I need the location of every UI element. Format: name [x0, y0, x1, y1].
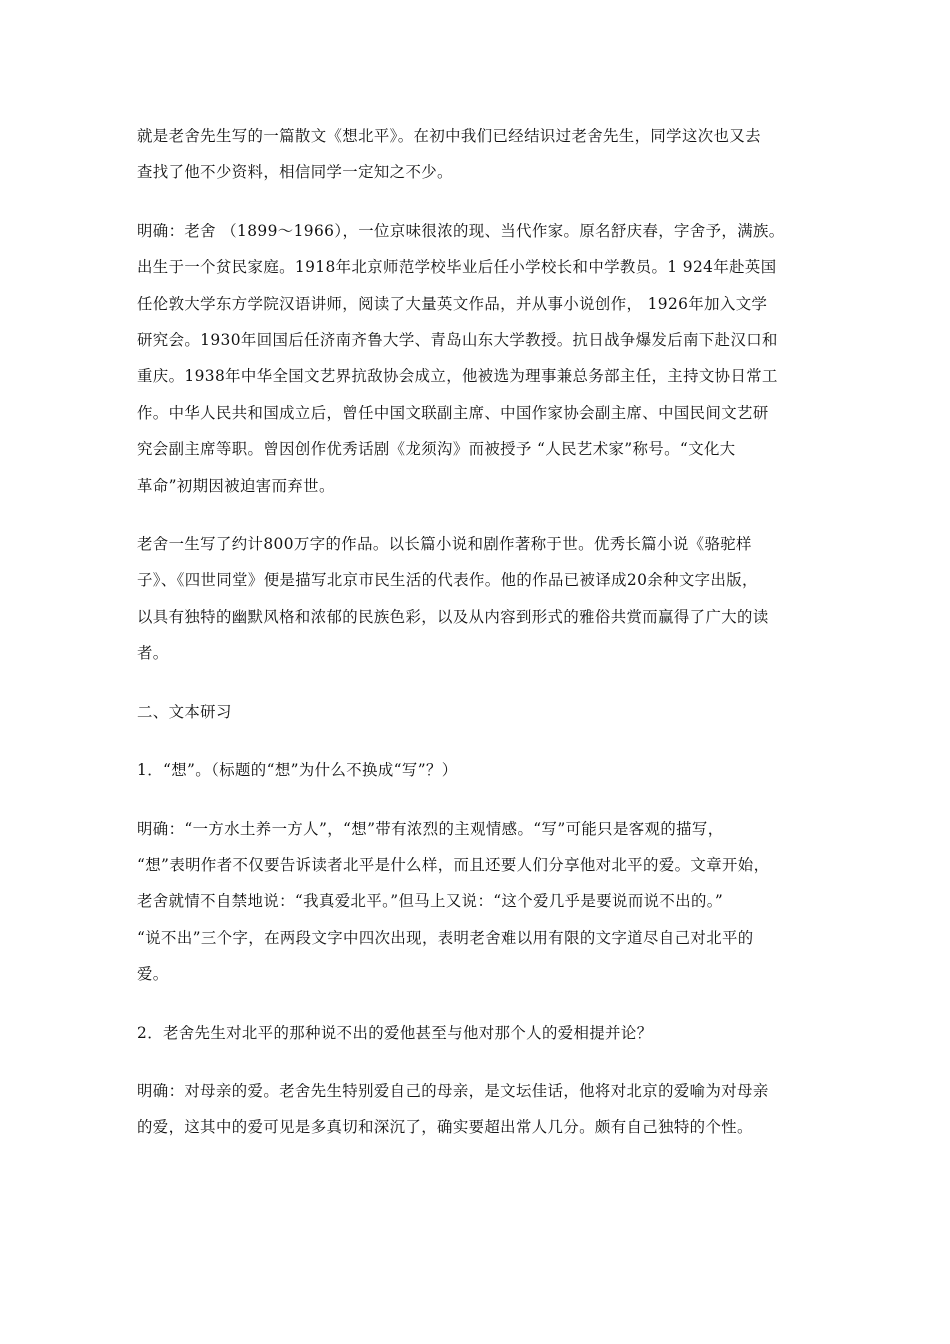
- text-line: 爱。: [137, 965, 169, 984]
- paragraph-intro: [137, 118, 827, 191]
- text-line: 作。中华人民共和国成立后，曾任中国文联副主席、中国作家协会副主席、中国民间文艺研: [137, 403, 769, 422]
- paragraph-gap: [137, 191, 827, 213]
- answer-2: [137, 1073, 827, 1146]
- text-line: 1．“想”。（标题的“想”为什么不换成“写”？）: [137, 761, 458, 780]
- text-line: 二、文本研习: [137, 702, 232, 721]
- text-line: 明确：“一方水土养一方人”，“想”带有浓烈的主观情感。“写”可能只是客观的描写，: [137, 819, 724, 838]
- text-line: “说不出”三个字，在两段文字中四次出现，表明老舍难以用有限的文字道尽自己对北平的: [137, 928, 754, 947]
- text-line: 研究会。1930年回国后任济南齐鲁大学、青岛山东大学教授。抗日战争爆发后南下赴汉口和: [137, 331, 778, 350]
- text-line: 子》、《四世同堂》便是描写北京市民生活的代表作。他的作品已被译成20余种文字出版，: [137, 571, 758, 590]
- question-1: [137, 752, 827, 788]
- question-2: [137, 1015, 827, 1051]
- text-line: 革命”初期因被迫害而弃世。: [137, 476, 335, 495]
- paragraph-biography: [137, 213, 827, 504]
- paragraph-works: [137, 526, 827, 672]
- text-line: “想”表明作者不仅要告诉读者北平是什么样，而且还要人们分享他对北平的爱。文章开始，: [137, 855, 770, 874]
- answer-1: [137, 811, 827, 993]
- text-line: 任伦敦大学东方学院汉语讲师，阅读了大量英文作品，并从事小说创作， 1926年加入文学: [137, 294, 768, 313]
- text-line: 以具有独特的幽默风格和浓郁的民族色彩，以及从内容到形式的雅俗共赏而赢得了广大的读: [137, 607, 769, 626]
- paragraph-gap: [137, 993, 827, 1015]
- paragraph-gap: [137, 504, 827, 526]
- text-line: 明确：对母亲的爱。老舍先生特别爱自己的母亲，是文坛佳话，他将对北京的爱喻为对母亲: [137, 1081, 769, 1100]
- text-line: 老舍就情不自禁地说：“我真爱北平。”但马上又说：“这个爱几乎是要说而说不出的。”: [137, 892, 724, 911]
- section-heading: [137, 694, 827, 730]
- document-page: [137, 118, 827, 1146]
- text-line: 明确：老舍 （1899～1966），一位京味很浓的现、当代作家。原名舒庆春，字舍予，满族。: [137, 221, 785, 240]
- paragraph-gap: [137, 672, 827, 694]
- text-line: 出生于一个贫民家庭。1918年北京师范学校毕业后任小学校长和中学教员。1 924年赴英国: [137, 258, 777, 277]
- text-line: 老舍一生写了约计800万字的作品。以长篇小说和剧作著称于世。优秀长篇小说《骆驼样: [137, 535, 752, 554]
- text-line: 重庆。1938年中华全国文艺界抗敌协会成立，他被选为理事兼总务部主任，主持文协日常工: [137, 367, 778, 386]
- paragraph-gap: [137, 1051, 827, 1073]
- text-line: 者。: [137, 644, 169, 663]
- text-line: 就是老舍先生写的一篇散文《想北平》。在初中我们已经结识过老舍先生，同学这次也又去: [137, 127, 761, 145]
- paragraph-gap: [137, 789, 827, 811]
- paragraph-gap: [137, 730, 827, 752]
- text-line: 2．老舍先生对北平的那种说不出的爱他甚至与他对那个人的爱相提并论？: [137, 1023, 653, 1042]
- text-line: 查找了他不少资料，相信同学一定知之不少。: [137, 163, 453, 182]
- text-line: 究会副主席等职。曾因创作优秀话剧《龙须沟》而被授予 “人民艺术家”称号。“文化大: [137, 440, 736, 459]
- text-line: 的爱，这其中的爱可见是多真切和深沉了，确实要超出常人几分。颇有自己独特的个性。: [137, 1118, 753, 1137]
